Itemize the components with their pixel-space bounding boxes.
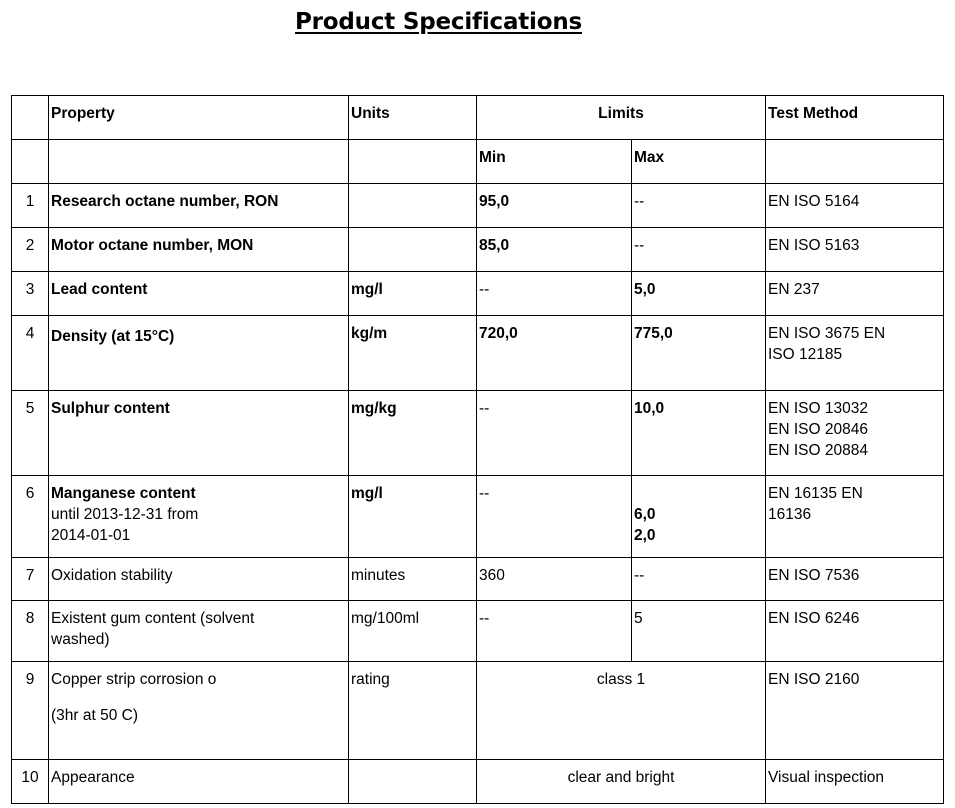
table-subheader-row	[12, 140, 944, 184]
min-cell: 720,0	[477, 316, 632, 391]
table-row	[12, 228, 944, 272]
subheader-empty-cell	[349, 140, 477, 184]
method-cell	[766, 558, 944, 601]
property-cell: Sulphur content	[49, 391, 349, 476]
max-value: 6,0	[634, 506, 656, 523]
method-cell	[766, 184, 944, 228]
method-cell	[766, 601, 944, 662]
max-cell: --	[632, 558, 766, 601]
units-cell: mg/100ml	[349, 601, 477, 662]
max-cell: 5,0	[632, 272, 766, 316]
row-number: 5	[12, 391, 49, 476]
table-row	[12, 316, 944, 391]
method-cell	[766, 272, 944, 316]
table-row	[12, 272, 944, 316]
max-cell: 10,0	[632, 391, 766, 476]
table-row	[12, 558, 944, 601]
method-line: EN ISO 6246	[768, 610, 860, 627]
subheader-empty-cell	[49, 140, 349, 184]
limits-cell: class 1	[477, 662, 766, 760]
units-cell	[349, 760, 477, 804]
property-cell	[49, 601, 349, 662]
header-test-method: Test Method	[766, 96, 944, 140]
property-cell: Appearance	[49, 760, 349, 804]
method-cell	[766, 476, 944, 558]
method-line: EN ISO 5163	[768, 237, 860, 254]
property-line: washed)	[51, 631, 110, 648]
property-cell	[49, 662, 349, 760]
table-row	[12, 601, 944, 662]
max-value: 2,0	[634, 527, 656, 544]
header-max: Max	[632, 140, 766, 184]
max-cell: 5	[632, 601, 766, 662]
min-cell: 95,0	[477, 184, 632, 228]
method-line: EN ISO 7536	[768, 567, 860, 584]
property-cell: Motor octane number, MON	[49, 228, 349, 272]
method-line: Visual inspection	[768, 769, 885, 786]
min-cell: --	[477, 601, 632, 662]
units-cell: mg/l	[349, 476, 477, 558]
row-number: 9	[12, 662, 49, 760]
table-row	[12, 760, 944, 804]
min-cell: --	[477, 391, 632, 476]
table-header-row	[12, 96, 944, 140]
table-row	[12, 476, 944, 558]
method-cell	[766, 662, 944, 760]
header-min: Min	[477, 140, 632, 184]
max-cell: --	[632, 228, 766, 272]
units-cell: kg/m	[349, 316, 477, 391]
method-line: 16136	[768, 506, 812, 523]
units-cell	[349, 228, 477, 272]
row-number: 8	[12, 601, 49, 662]
property-label: Manganese content	[51, 485, 196, 502]
subheader-empty-cell	[766, 140, 944, 184]
property-line: Existent gum content (solvent	[51, 610, 255, 627]
max-cell: --	[632, 184, 766, 228]
method-line: EN ISO 13032	[768, 400, 868, 417]
method-line: EN ISO 2160	[768, 671, 860, 688]
header-property: Property	[49, 96, 349, 140]
limits-cell: clear and bright	[477, 760, 766, 804]
units-cell: rating	[349, 662, 477, 760]
row-number: 7	[12, 558, 49, 601]
header-no-cell	[12, 96, 49, 140]
subheader-empty-cell	[12, 140, 49, 184]
max-cell: 775,0	[632, 316, 766, 391]
units-cell	[349, 184, 477, 228]
table-row	[12, 662, 944, 760]
method-line: EN ISO 5164	[768, 193, 860, 210]
method-line: EN ISO 3675 EN	[768, 325, 886, 342]
units-cell: mg/kg	[349, 391, 477, 476]
property-note: until 2013-12-31 from	[51, 506, 199, 523]
page-title: Product Specifications	[295, 9, 583, 35]
row-number: 6	[12, 476, 49, 558]
property-cell: Density (at 15°C)	[49, 316, 349, 391]
property-cell	[49, 476, 349, 558]
min-cell: 360	[477, 558, 632, 601]
min-cell: 85,0	[477, 228, 632, 272]
header-units: Units	[349, 96, 477, 140]
property-cell: Research octane number, RON	[49, 184, 349, 228]
method-line: EN ISO 20846	[768, 421, 868, 438]
method-cell	[766, 228, 944, 272]
method-line: EN 237	[768, 281, 820, 298]
units-cell: mg/l	[349, 272, 477, 316]
min-cell: --	[477, 476, 632, 558]
max-cell	[632, 476, 766, 558]
row-number: 3	[12, 272, 49, 316]
row-number: 2	[12, 228, 49, 272]
row-number: 1	[12, 184, 49, 228]
header-limits: Limits	[477, 96, 766, 140]
specifications-table	[11, 95, 944, 804]
units-cell: minutes	[349, 558, 477, 601]
method-cell	[766, 760, 944, 804]
row-number: 10	[12, 760, 49, 804]
table-row	[12, 391, 944, 476]
table-row	[12, 184, 944, 228]
method-cell	[766, 391, 944, 476]
method-cell	[766, 316, 944, 391]
min-cell: --	[477, 272, 632, 316]
method-line: EN 16135 EN	[768, 485, 863, 502]
property-cell: Oxidation stability	[49, 558, 349, 601]
property-line: (3hr at 50 C)	[51, 707, 139, 724]
method-line: ISO 12185	[768, 346, 843, 363]
row-number: 4	[12, 316, 49, 391]
property-cell: Lead content	[49, 272, 349, 316]
property-note: 2014-01-01	[51, 527, 131, 544]
method-line: EN ISO 20884	[768, 442, 868, 459]
property-line: Copper strip corrosion o	[51, 671, 217, 688]
